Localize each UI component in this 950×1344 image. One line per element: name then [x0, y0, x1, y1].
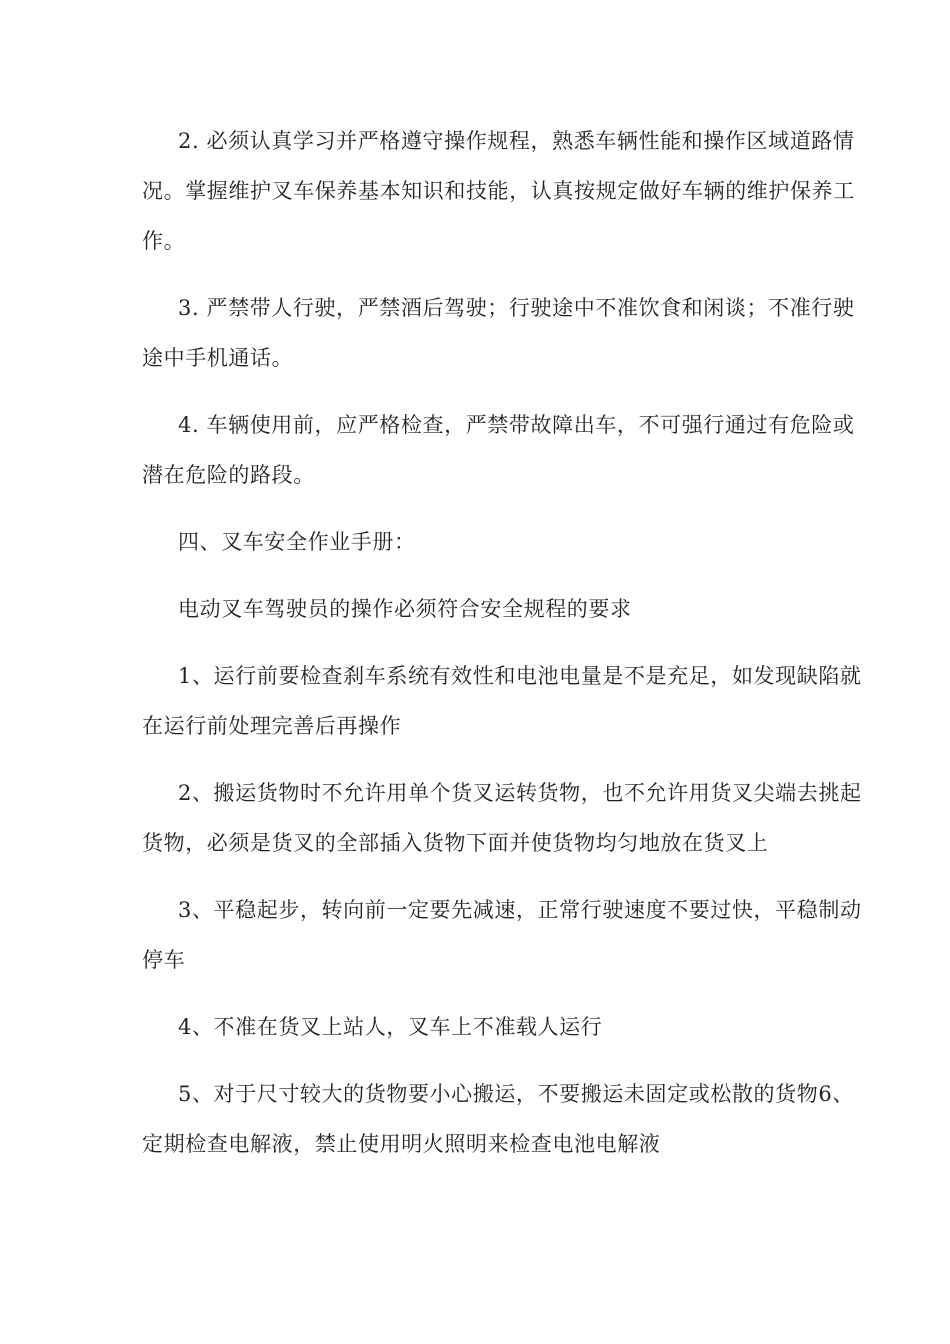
list-item-2: 2、搬运货物时不允许用单个货叉运转货物，也不允许用货叉尖端去挑起货物，必须是货叉的全部插入货物下面并使货物均匀地放在货叉上 — [142, 781, 862, 855]
document-body — [142, 116, 862, 1186]
paragraph-rule-3: 3. 严禁带人行驶，严禁酒后驾驶；行驶途中不准饮食和闲谈；不准行驶途中手机通话。 — [142, 296, 855, 370]
paragraph-rule-2: 2. 必须认真学习并严格遵守操作规程，熟悉车辆性能和操作区域道路情况。掌握维护叉车保养基本知识和技能，认真按规定做好车辆的维护保养工作。 — [142, 129, 855, 253]
section-heading-4: 四、叉车安全作业手册： — [178, 530, 416, 554]
list-item-3: 3、平稳起步，转向前一定要先减速，正常行驶速度不要过快，平稳制动停车 — [142, 898, 862, 972]
list-item-4: 4、不准在货叉上站人，叉车上不准载人运行 — [178, 1015, 603, 1039]
list-item-5: 5、对于尺寸较大的货物要小心搬运，不要搬运未固定或松散的货物6、定期检查电解液，禁止使用明火照明来检查电池电解液 — [142, 1082, 854, 1156]
list-item-1: 1、运行前要检查刹车系统有效性和电池电量是不是充足，如发现缺陷就在运行前处理完善后再操作 — [142, 664, 862, 738]
paragraph-rule-4: 4. 车辆使用前，应严格检查，严禁带故障出车，不可强行通过有危险或潜在危险的路段。 — [142, 413, 855, 487]
section-intro: 电动叉车驾驶员的操作必须符合安全规程的要求 — [178, 597, 632, 621]
